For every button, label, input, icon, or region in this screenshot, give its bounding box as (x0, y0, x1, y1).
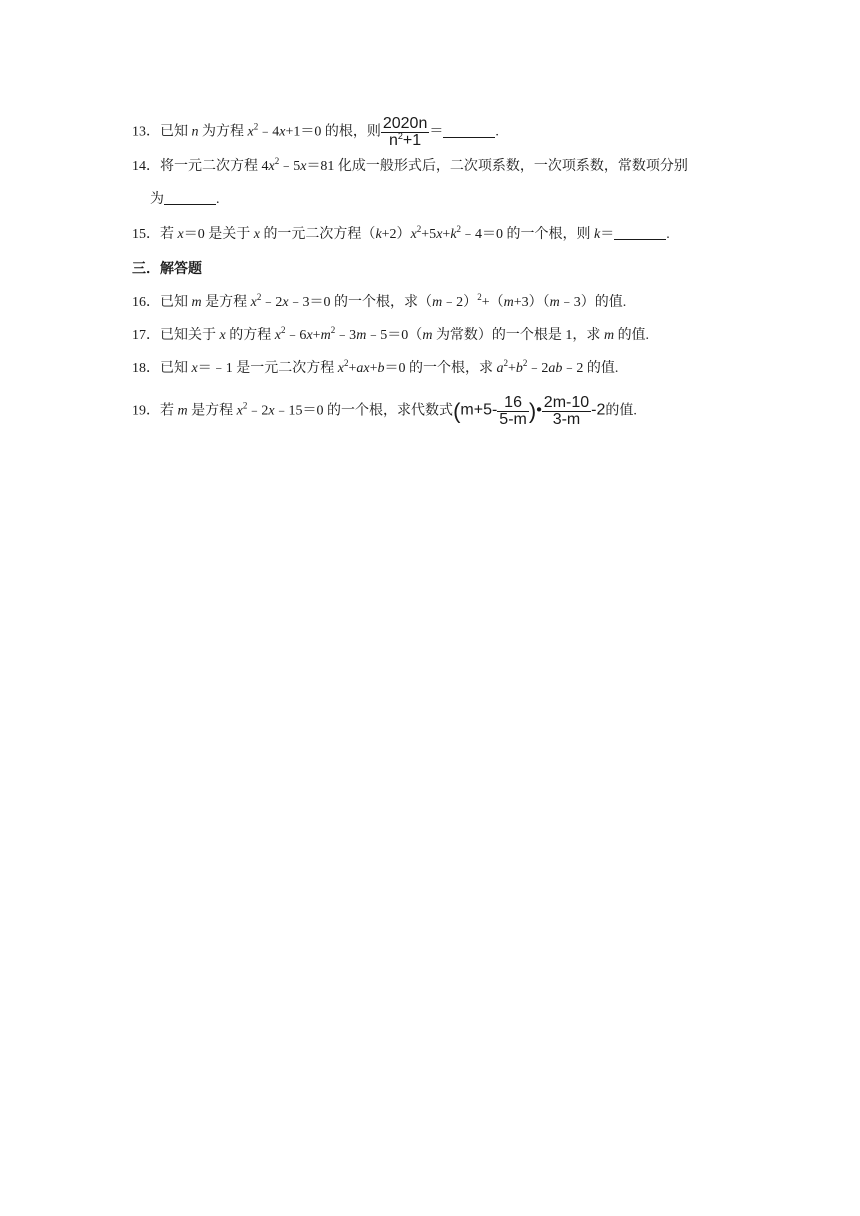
question-17: 17．已知关于 x 的方程 $x^2﹣6x+m^2﹣3m﹣5=0(m$ 为常数）的一个根是 1，求 m 的值. (132, 325, 650, 343)
question-16: 16．已知 m 是方程 $x^2﹣2x﹣3=0$ 的一个根，求（m﹣2）$^2$+（m+3）（m﹣3）的值. (132, 292, 627, 310)
question-14: 14．将一元二次方程 $4x^2﹣5x=81$ 化成一般形式后，二次项系数，一次项系数，常数项分别 (132, 156, 688, 174)
question-15: 15．若 x＝0 是关于 x 的一元二次方程$(k+2)x^2+5x+k^2﹣4=0$ 的一个根，则 k＝ . (132, 224, 670, 242)
fraction: $\frac{16}{5-m}$ (499, 394, 527, 428)
answer-blank[interactable] (443, 123, 495, 138)
question-13: 13．已知 n 为方程 $x^2﹣4x+1=0$ 的根，则 $\frac{2020n}{n^2+1}$ ＝ . (132, 115, 499, 149)
answer-blank[interactable] (614, 225, 666, 240)
question-number: 15． (132, 227, 160, 242)
question-number: 17． (132, 328, 160, 343)
question-18: 18．已知 x＝﹣1 是一元二次方程 $x^2+ax+b=0$ 的一个根，求 $a^2+b^2﹣2ab﹣2$ 的值. (132, 358, 619, 376)
question-number: 18． (132, 361, 160, 376)
fraction: $\frac{2020n}{n^2+1}$ (382, 115, 428, 149)
section-title: 三．解答题 (132, 261, 202, 277)
question-number: 19． (132, 403, 160, 419)
question-number: 16． (132, 295, 160, 310)
question-number: 13． (132, 124, 160, 140)
question-14-line-2: 为 . (150, 192, 220, 207)
answer-blank[interactable] (164, 190, 216, 205)
fraction: $\frac{2m-10}{3-m}$ (543, 394, 590, 428)
question-19: 19．若 m 是方程 $x^2﹣2x﹣15=0$ 的一个根，求代数式(m+5- $\frac{16}{5-m}$ )• $\frac{2m-10}{3-m}$ -2的值. (132, 394, 637, 428)
question-number: 14． (132, 159, 160, 174)
